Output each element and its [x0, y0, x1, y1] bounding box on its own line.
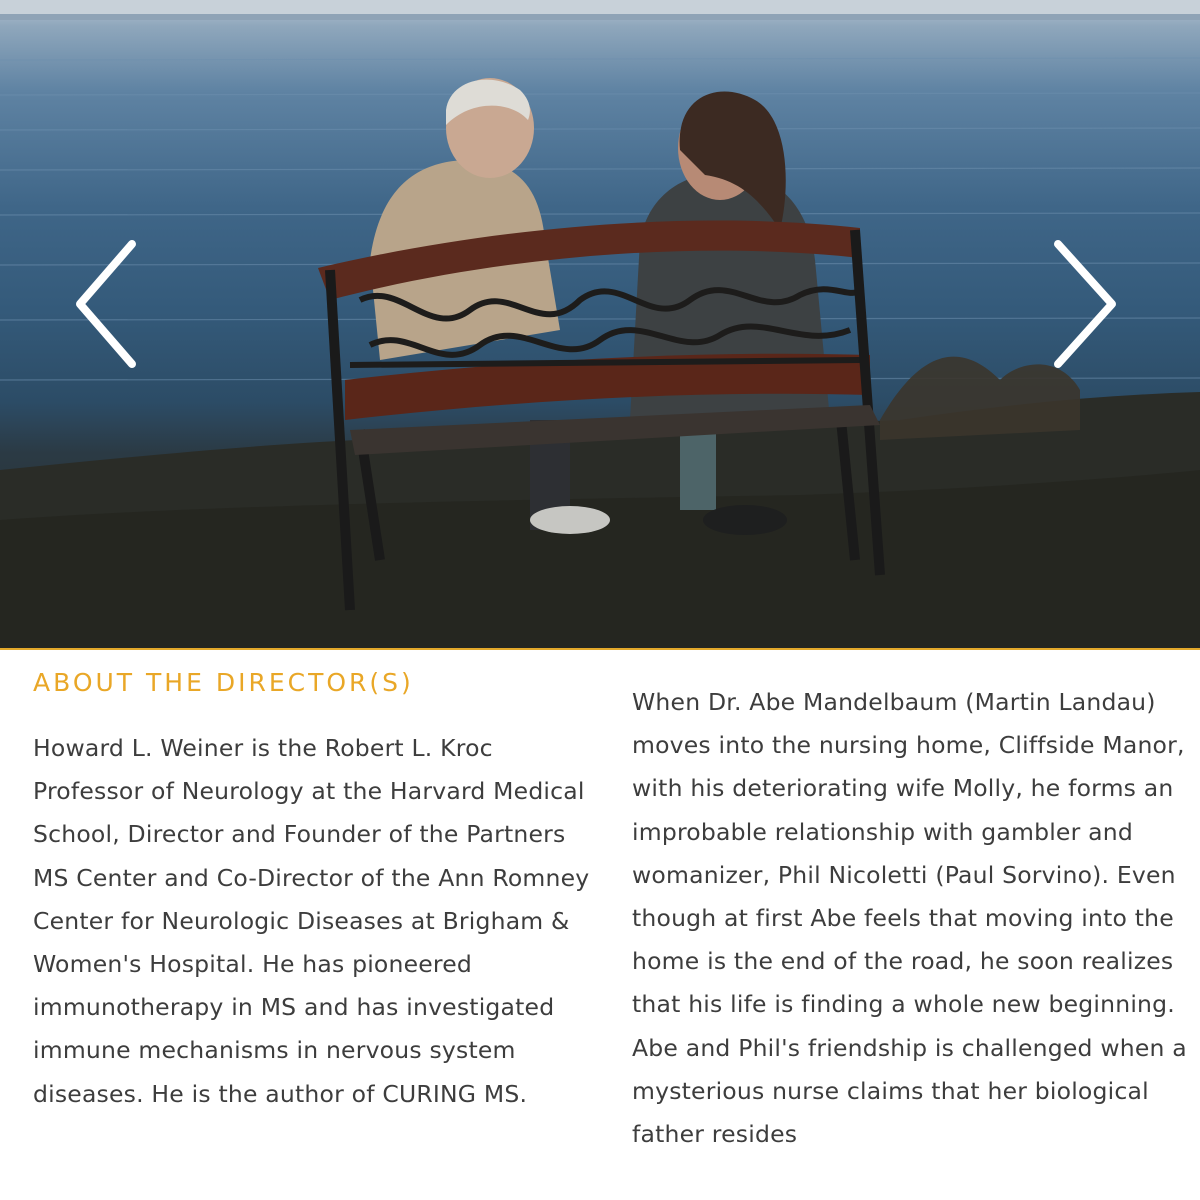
- synopsis-text: When Dr. Abe Mandelbaum (Martin Landau) moves into the nursing home, Cliffside Manor, with his deteriorating wife Molly, he forms an improbable relationship with gambler and womanizer, Phil Nicoletti (Paul Sorvino). Even though at first Abe feels that moving into the home is the end of the road, he soon realizes that his life is finding a whole new beginning. Abe and Phil's friendship is challenged when a mysterious nurse claims that her biological father resides: [632, 688, 1187, 1149]
- synopsis-section: [632, 681, 1187, 1156]
- chevron-right-icon: [1050, 240, 1120, 370]
- about-director-section: [33, 665, 593, 1116]
- chevron-left-icon: [70, 240, 140, 370]
- carousel-next-button[interactable]: [1050, 240, 1130, 380]
- director-bio: Howard L. Weiner is the Robert L. Kroc Professor of Neurology at the Harvard Medical School, Director and Founder of the Partners MS Center and Co-Director of the Ann Romney Center for Neurologic Diseases at Brigham & Women's Hospital. He has pioneered immunotherapy in MS and has investigated immune mechanisms in nervous system diseases. He is the author of CURING MS.: [33, 734, 590, 1108]
- carousel-prev-button[interactable]: [70, 240, 150, 380]
- section-divider: [0, 648, 1200, 650]
- section-heading: ABOUT THE DIRECTOR(S): [33, 668, 414, 697]
